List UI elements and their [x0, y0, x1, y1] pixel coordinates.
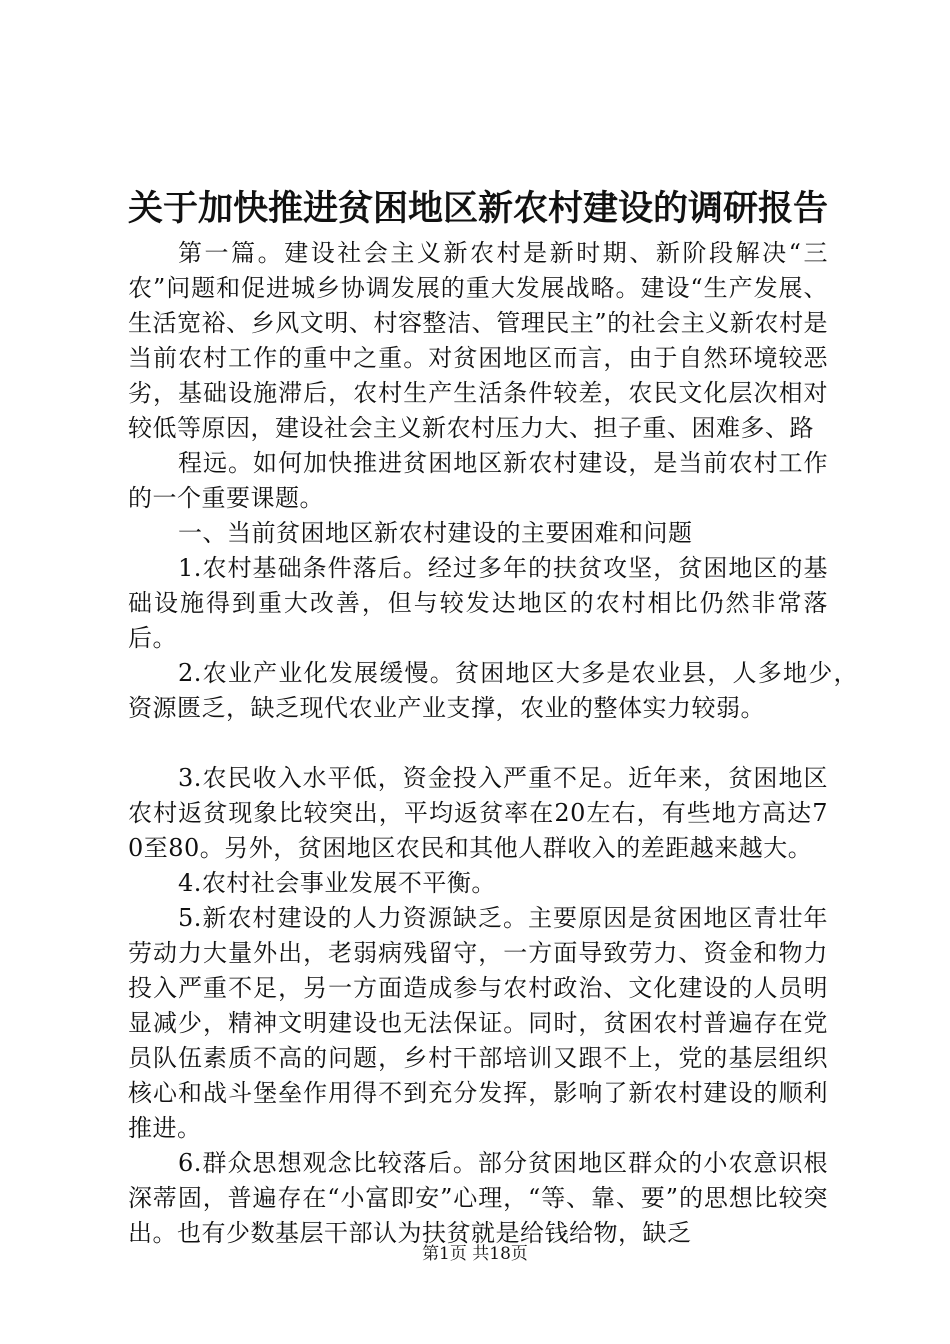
- paragraph-intro-continued: 程远。如何加快推进贫困地区新农村建设，是当前农村工作的一个重要课题。: [128, 449, 828, 512]
- paragraph-item-4: 4.农村社会事业发展不平衡。: [178, 869, 496, 897]
- document-title: 关于加快推进贫困地区新农村建设的调研报告: [128, 188, 829, 229]
- paragraph-gap: [128, 726, 828, 761]
- document-body: [128, 236, 858, 1251]
- paragraph-item-5: 5.新农村建设的人力资源缺乏。主要原因是贫困地区青壮年劳动力大量外出，老弱病残留守，一方面导致劳力、资金和物力投入严重不足，另一方面造成参与农村政治、文化建设的人员明显减少，精神文明建设也无法保证。同时，贫困农村普遍存在党员队伍素质不高的问题，乡村干部培训又跟不上，党的基层组织核心和战斗堡垒作用得不到充分发挥，影响了新农村建设的顺利推进。: [128, 904, 828, 1142]
- section-heading: 一、当前贫困地区新农村建设的主要困难和问题: [178, 519, 693, 547]
- paragraph-item-2: 2.农业产业化发展缓慢。贫困地区大多是农业县，人多地少，资源匮乏，缺乏现代农业产业支撑，农业的整体实力较弱。: [128, 659, 858, 722]
- paragraph-item-1: 1.农村基础条件落后。经过多年的扶贫攻坚，贫困地区的基础设施得到重大改善，但与较发达地区的农村相比仍然非常落后。: [128, 554, 828, 652]
- paragraph-item-6: 6.群众思想观念比较落后。部分贫困地区群众的小农意识根深蒂固，普遍存在“小富即安”心理，“等、靠、要”的思想比较突出。也有少数基层干部认为扶贫就是给钱给物，缺乏: [128, 1149, 828, 1247]
- page-indicator: 第1页 共18页: [422, 1244, 528, 1264]
- paragraph-intro: 第一篇。建设社会主义新农村是新时期、新阶段解决“三农”问题和促进城乡协调发展的重大发展战略。建设“生产发展、生活宽裕、乡风文明、村容整洁、管理民主”的社会主义新农村是当前农村工作的重中之重。对贫困地区而言，由于自然环境较恶劣，基础设施滞后，农村生产生活条件较差，农民文化层次相对较低等原因，建设社会主义新农村压力大、担子重、困难多、路: [128, 239, 828, 442]
- paragraph-item-3: 3.农民收入水平低，资金投入严重不足。近年来，贫困地区农村返贫现象比较突出，平均返贫率在20左右，有些地方高达70至80。另外，贫困地区农民和其他人群收入的差距越来越大。: [128, 764, 828, 862]
